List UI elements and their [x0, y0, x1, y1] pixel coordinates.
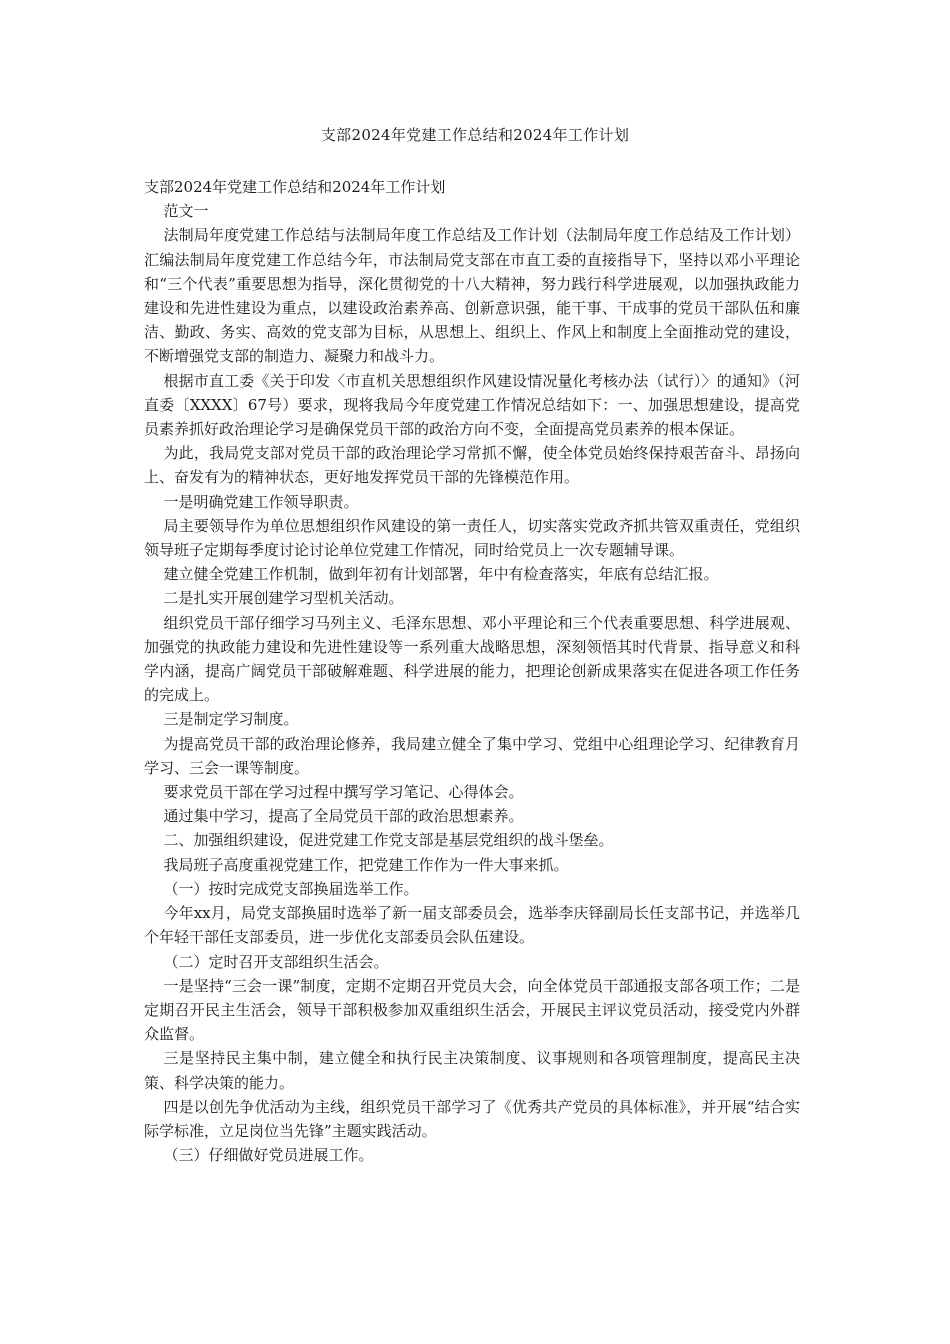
paragraph: 一是明确党建工作领导职责。: [163, 492, 359, 511]
paragraph: 四是以创先争优活动为主线，组织党员干部学习了《优秀共产党员的具体标准》，并开展“结合实际学标准，立足岗位当先锋”主题实践活动。: [144, 1097, 800, 1140]
paragraph: （三）仔细做好党员进展工作。: [163, 1146, 374, 1165]
paragraph: （一）按时完成党支部换届选举工作。: [163, 879, 419, 898]
paragraph: 今年xx月，局党支部换届时选举了新一届支部委员会，选举李庆铎副局长任支部书记，并选举几个年轻干部任支部委员，进一步优化支部委员会队伍建设。: [144, 904, 800, 947]
paragraph: 二是扎实开展创建学习型机关活动。: [163, 589, 404, 608]
paragraph: 一是坚持“三会一课”制度，定期不定期召开党员大会，向全体党员干部通报支部各项工作；二是定期召开民主生活会，领导干部积极参加双重组织生活会，开展民主评议党员活动，接受党内外群众监督。: [144, 976, 800, 1044]
paragraph: 要求党员干部在学习过程中撰写学习笔记、心得体会。: [163, 783, 524, 802]
paragraph: 二、加强组织建设，促进党建工作党支部是基层党组织的战斗堡垒。: [163, 831, 614, 850]
paragraph: 通过集中学习，提高了全局党员干部的政治思想素养。: [163, 807, 524, 826]
paragraph: 范文一: [163, 202, 209, 221]
document-subtitle: 支部2024年党建工作总结和2024年工作计划: [144, 178, 446, 196]
paragraph: 局主要领导作为单位思想组织作风建设的第一责任人，切实落实党政齐抓共管双重责任，党组织领导班子定期每季度讨论讨论单位党建工作情况，同时给党员上一次专题辅导课。: [144, 516, 800, 560]
paragraph: 组织党员干部仔细学习马列主义、毛泽东思想、邓小平理论和三个代表重要思想、科学进展观、加强党的执政能力建设和先进性建设等一系列重大战略思想，深刻领悟其时代背景、指导意义和科学内涵，提高广阔党员干部破解难题、科学进展的能力，把理论创新成果落实在促进各项工作任务的完成上。: [144, 613, 800, 705]
paragraph: 建立健全党建工作机制，做到年初有计划部署，年中有检查落实，年底有总结汇报。: [163, 565, 719, 584]
paragraph: 为此，我局党支部对党员干部的政治理论学习常抓不懈，使全体党员始终保持艰苦奋斗、昂扬向上、奋发有为的精神状态，更好地发挥党员干部的先锋模范作用。: [144, 444, 800, 487]
paragraph: （二）定时召开支部组织生活会。: [163, 952, 389, 971]
paragraph: 三是制定学习制度。: [163, 710, 299, 729]
document-title: 支部2024年党建工作总结和2024年工作计划: [320, 126, 630, 144]
paragraph: 根据市直工委《关于印发〈市直机关思想组织作风建设情况量化考核办法（试行）〉的通知》（河直委〔XXXX〕67号）要求，现将我局今年度党建工作情况总结如下：一、加强思想建设，提高党员素养抓好政治理论学习是确保党员干部的政治方向不变，全面提高党员素养的根本保证。: [144, 371, 800, 439]
paragraph: 我局班子高度重视党建工作，把党建工作作为一件大事来抓。: [163, 855, 569, 874]
paragraph: 三是坚持民主集中制，建立健全和执行民主决策制度、议事规则和各项管理制度，提高民主决策、科学决策的能力。: [144, 1049, 800, 1092]
document-body: [144, 175, 800, 1167]
paragraph: 为提高党员干部的政治理论修养，我局建立健全了集中学习、党组中心组理论学习、纪律教育月学习、三会一课等制度。: [144, 734, 800, 777]
paragraph: 法制局年度党建工作总结与法制局年度工作总结及工作计划（法制局年度工作总结及工作计划）汇编法制局年度党建工作总结今年，市法制局党支部在市直工委的直接指导下，坚持以邓小平理论和“三个代表”重要思想为指导，深化贯彻党的十八大精神，努力践行科学进展观，以加强执政能力建设和先进性建设为重点，以建设政治素养高、创新意识强，能干事、干成事的党员干部队伍和廉洁、勤政、务实、高效的党支部为目标，从思想上、组织上、作风上和制度上全面推动党的建设，不断增强党支部的制造力、凝聚力和战斗力。: [144, 226, 800, 366]
